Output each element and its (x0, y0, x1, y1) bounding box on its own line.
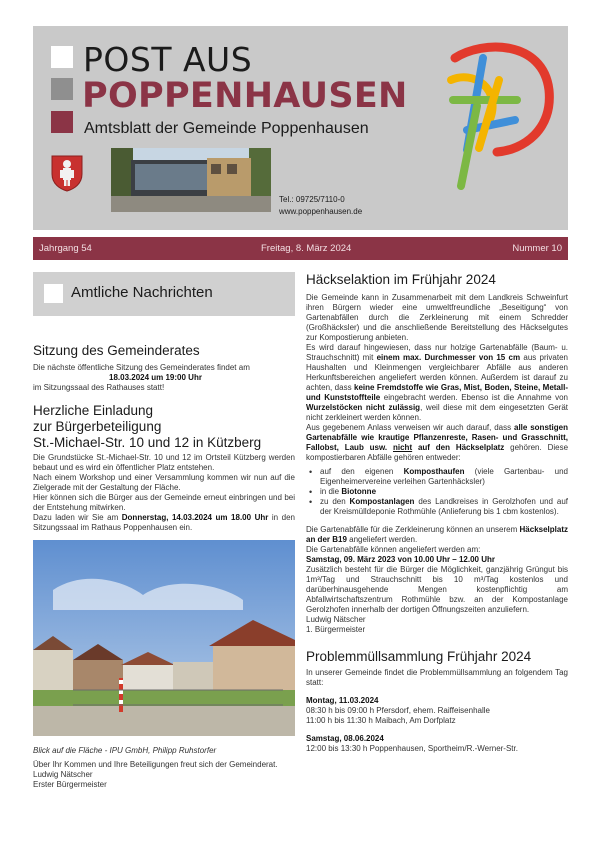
article-heading-einladung-3: St.-Michael-Str. 10 und 12 in Kützberg (33, 435, 262, 450)
collection-day-1: Montag, 11.03.2024 (306, 696, 379, 705)
phone-number: Tel.: 09725/7110-0 (279, 195, 345, 204)
sitzung-line1: Die nächste öffentliche Sitzung des Gemeinderates findet am (33, 363, 250, 372)
article-heading-einladung-2: zur Bürgerbeteiligung (33, 419, 162, 434)
left-column (33, 272, 295, 790)
list-item (306, 497, 568, 517)
text-emphasis: nicht (393, 443, 413, 452)
haeckselaktion-paragraph-7: Zusätzlich besteht für die Bürger die Möglichkeit, ganzjährig Grüngut bis 1m³/Tag und Strauchschnitt bis 10 m³/Tag kostenlos und darüberhinausgehende Mengen kostenpflichtig am Abfallwirtschaftszentrum Rothmühle bzw. an der Kompostanlage Gerolzhofen innerhalb der dortigen Öffnungszeiten anzuliefern. (306, 565, 568, 614)
text-run: angeliefert werden. (346, 535, 418, 544)
article-heading-haeckselaktion: Häckselaktion im Frühjahr 2024 (306, 272, 496, 287)
section-title: Amtliche Nachrichten (71, 284, 213, 301)
signature-name: Ludwig Nätscher (306, 615, 366, 624)
text-emphasis: Komposthaufen (403, 467, 465, 476)
text-run: des Landkreises in Gerolzhofen und auf der Kreismülldeponie Rothmühle (Anlieferung bis 1 cbm kostenlos). (320, 497, 568, 516)
text-run: Die Gartenabfälle für die Zerkleinerung können an unserem (306, 525, 520, 534)
text-run: auf den eigenen (320, 467, 404, 476)
white-square-icon (44, 284, 63, 303)
haeckselaktion-date: Samstag, 09. März 2023 von 10.00 Uhr – 12.00 Uhr (306, 555, 495, 564)
text-run: in den Sitzungssaal im Rathaus Poppenhausen ein. (33, 513, 295, 532)
text-emphasis: einem max. Durchmesser von 15 cm (376, 353, 521, 362)
text-run: eingebracht werden. Ebenso ist die Annahme von (380, 393, 568, 402)
haeckselaktion-paragraph-5: Die Gartenabfälle können angeliefert werden am: (306, 545, 481, 554)
signature-name: Ludwig Nätscher (33, 770, 93, 779)
article-heading-problemmuell: Problemmüllsammlung Frühjahr 2024 (306, 649, 532, 664)
problemmuell-intro: In unserer Gemeinde findet die Problemmüllsammlung an folgendem Tag statt: (306, 668, 568, 687)
site-photo (33, 540, 295, 736)
text-emphasis: keine Fremdstoffe wie Gras, Mist, Boden, Steine, Metall- und Kunststoffteile (306, 383, 568, 402)
text-emphasis: Häckselplatz an der B19 (306, 525, 568, 544)
haeckselaktion-paragraph-4 (306, 525, 568, 545)
text-run: aus privaten Haushalten und Kleinmengen vergleichbarer Abfälle aus anderen Herkunftsbereichen angeliefert werden können. Außerdem ist darauf zu achten, dass (306, 353, 568, 392)
issue-date: Freitag, 8. März 2024 (261, 243, 352, 254)
issue-volume: Jahrgang 54 (39, 243, 92, 254)
issue-bar (33, 237, 568, 260)
disposal-options-list (306, 467, 568, 517)
signature-title: 1. Bürgermeister (306, 625, 366, 634)
section-header (33, 272, 295, 316)
masthead-title-line2: POPPENHAUSEN (82, 76, 408, 116)
collection-slot: 12:00 bis 13:30 h Poppenhausen, Sportheim/R.-Werner-Str. (306, 744, 518, 753)
issue-number: Nummer 10 (512, 243, 562, 254)
contact-info (279, 194, 362, 218)
haeckselaktion-paragraph-1: Die Gemeinde kann in Zusammenarbeit mit dem Landkreis Schweinfurt ihren Bürgern wieder eine umweltfreundliche „Beseitigung“ von Gartenabfällen durch die Zerkleinerung mit einem Schredder (Großhäcksler) und die anschließende Bereitstellung des Häckselgutes zur Kompostierung anbieten. (306, 293, 568, 342)
sitzung-date: 18.03.2024 um 19:00 Uhr (109, 373, 202, 382)
text-emphasis: alle sonstigen Gartenabfälle wie krautige Pflanzenreste, Rasen- und Grasschnitt, Fallobst, Laub usw. (306, 423, 568, 452)
text-run: zu den (320, 497, 350, 506)
haeckselaktion-paragraph-2 (306, 343, 568, 423)
text-run: , weil diese mit dem eingesetzten Gerät nicht zerkleinert werden können. (306, 403, 568, 422)
text-run: Aus gegebenem Anlass verweisen wir auch darauf, dass (306, 423, 514, 432)
collection-day-2: Samstag, 08.06.2024 (306, 734, 384, 743)
poppenhausen-logo-icon (443, 40, 561, 190)
website-link[interactable]: www.poppenhausen.de (279, 207, 363, 216)
sitzung-line3: im Sitzungssaal des Rathauses statt! (33, 383, 165, 392)
town-hall-photo (111, 148, 271, 212)
coat-of-arms-icon (50, 152, 84, 192)
grey-square-icon (51, 78, 73, 100)
text-emphasis: auf den Häckselplatz (412, 443, 505, 452)
text-run: in die (320, 487, 342, 496)
text-emphasis: Kompostanlagen (349, 497, 415, 506)
closing-paragraph: Über Ihr Kommen und Ihre Beteiligungen freut sich der Gemeinderat. (33, 760, 278, 769)
article-heading-einladung-1: Herzliche Einladung (33, 403, 154, 418)
collection-slot: 08:30 h bis 09:00 h Pfersdorf, ehem. Raiffeisenhalle (306, 706, 490, 715)
white-square-icon (51, 46, 73, 68)
einladung-paragraph-4 (33, 513, 295, 533)
text-emphasis: Wurzelstöcken nicht zulässig (306, 403, 421, 412)
signature-title: Erster Bürgermeister (33, 780, 107, 789)
einladung-paragraph-3: Hier können sich die Bürger aus der Gemeinde erneut einbringen und bei der Entstehung mitwirken. (33, 493, 295, 512)
masthead-subtitle: Amtsblatt der Gemeinde Poppenhausen (84, 120, 369, 137)
text-run: Es wird darauf hingewiesen, dass nur holzige Gartenabfälle (Baum- u. Strauchschnitt) mit (306, 343, 568, 362)
text-run: Dazu laden wir Sie am (33, 513, 122, 522)
einladung-paragraph-2: Nach einem Workshop und einer Versammlung kommen wir nun auf die Zielgerade mit der Gestaltung der Fläche. (33, 473, 295, 492)
text-run: gehören. Diese kompostierbaren Abfälle gehören entweder: (306, 443, 569, 462)
collection-slot: 11:00 h bis 11:30 h Maibach, Am Dorfplatz (306, 716, 456, 725)
haeckselaktion-paragraph-3 (306, 423, 568, 463)
text-emphasis: Biotonne (341, 487, 377, 496)
right-column (306, 272, 568, 754)
masthead-title-line1: POST AUS (83, 40, 253, 79)
invitation-date: Donnerstag, 14.03.2024 um 18.00 Uhr (121, 513, 269, 522)
text-run: (viele Gartenbau- und Eigenheimervereine verleihen Gartenhäcksler) (320, 467, 569, 486)
list-item (306, 467, 568, 487)
red-square-icon (51, 111, 73, 133)
list-item (306, 487, 568, 497)
masthead (33, 26, 568, 230)
article-heading-sitzung: Sitzung des Gemeinderates (33, 343, 200, 358)
photo-caption: Blick auf die Fläche - IPU GmbH, Philipp Ruhstorfer (33, 746, 217, 755)
einladung-paragraph-1: Die Grundstücke St.-Michael-Str. 10 und 12 im Ortsteil Kützberg werden bebaut und es wird ein öffentlicher Platz entstehen. (33, 453, 295, 472)
